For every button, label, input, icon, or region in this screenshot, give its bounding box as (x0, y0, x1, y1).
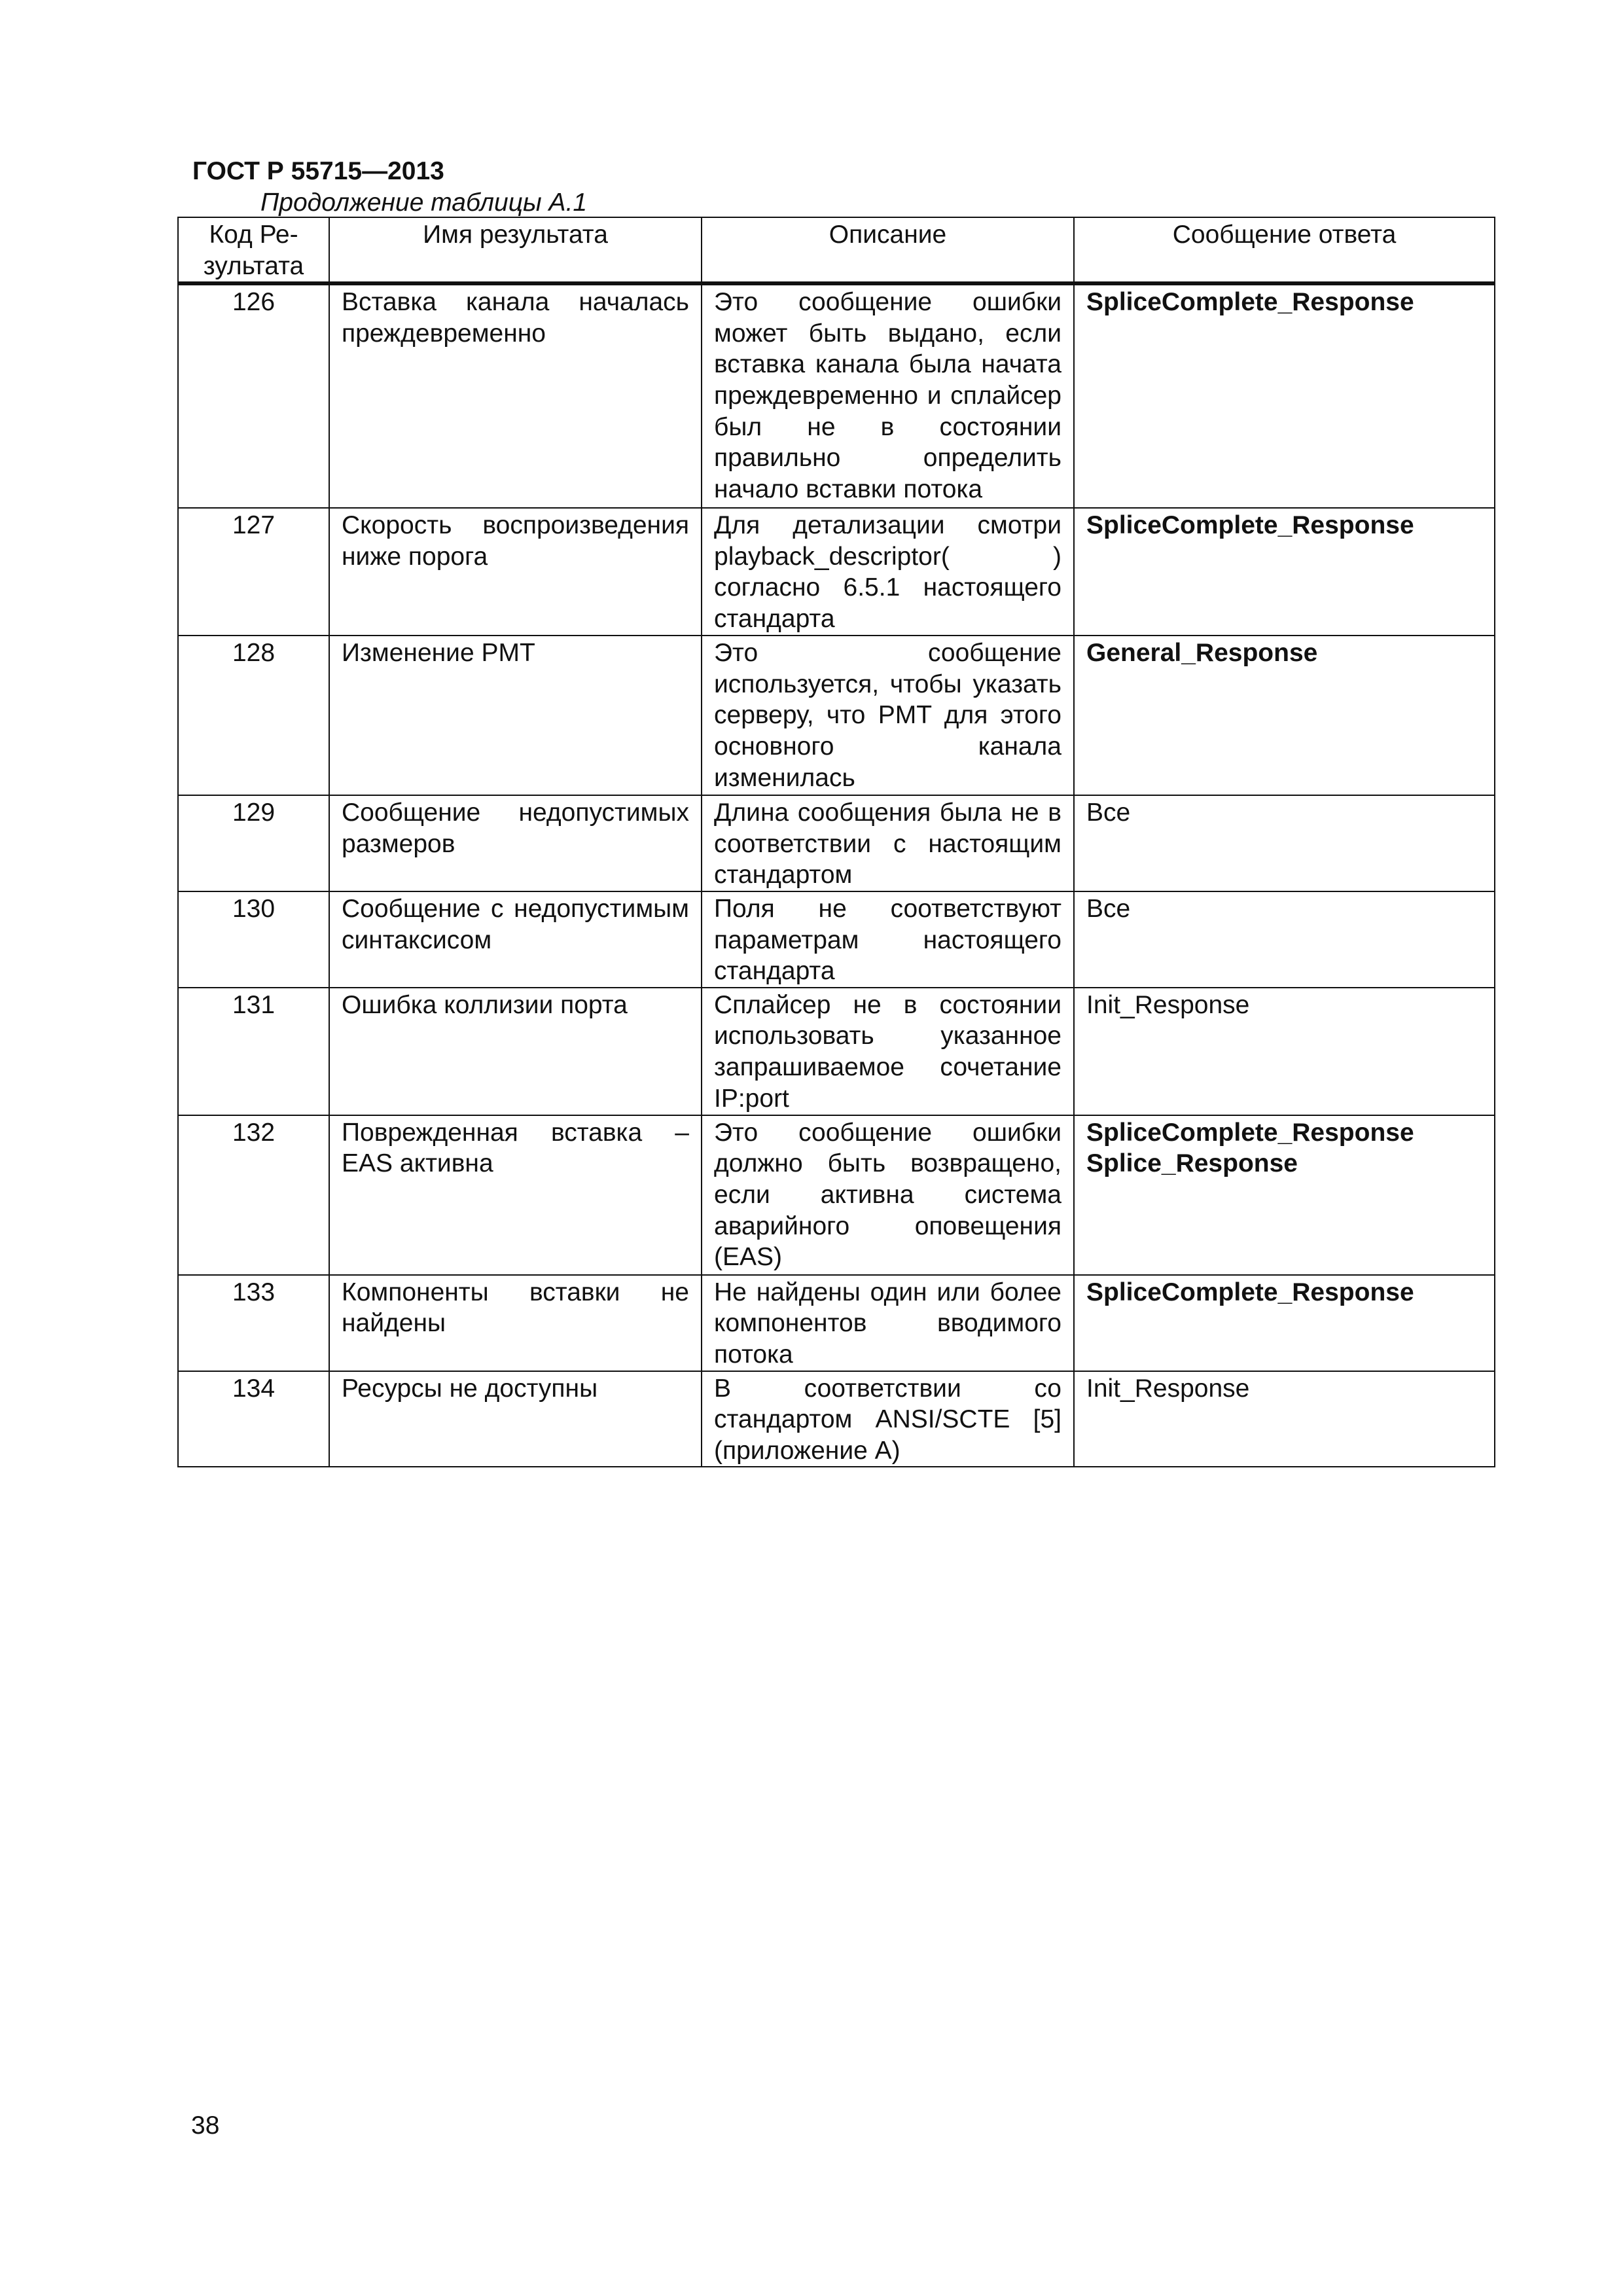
table-row (178, 283, 1495, 508)
table-row (178, 891, 1495, 988)
response-message: Init_Response (1086, 990, 1250, 1019)
result-code-cell: 130 (178, 891, 329, 988)
response-message: SpliceComplete_Response (1086, 1278, 1414, 1306)
result-name-cell: Ресурсы не доступны (329, 1371, 702, 1467)
result-name-cell: Компоненты вставки не найдены (329, 1275, 702, 1371)
response-message: Splice_Response (1086, 1149, 1298, 1178)
response-message: Все (1086, 894, 1131, 923)
result-name-cell: Ошибка коллизии порта (329, 988, 702, 1115)
response-message-cell (1074, 508, 1495, 636)
header-name: Имя результата (329, 217, 702, 283)
response-message-cell (1074, 988, 1495, 1115)
result-code-cell: 132 (178, 1115, 329, 1275)
result-name-cell: Сообщение с недопустимым синтаксисом (329, 891, 702, 988)
response-message-cell (1074, 891, 1495, 988)
response-message: SpliceComplete_Response (1086, 1118, 1414, 1147)
result-code-cell: 134 (178, 1371, 329, 1467)
result-description-cell: Это сообщение ошибки должно быть возвращено, если активна система аварийного оповещения (EAS) (702, 1115, 1074, 1275)
table-header-row (178, 217, 1495, 283)
result-description-cell: В соответствии со стандартом ANSI/SCTE [5] (приложение А) (702, 1371, 1074, 1467)
result-name-cell: Поврежденная вставка – EAS активна (329, 1115, 702, 1275)
response-message-cell (1074, 795, 1495, 891)
result-code-cell: 133 (178, 1275, 329, 1371)
table-row (178, 1371, 1495, 1467)
response-message-cell (1074, 1115, 1495, 1275)
table-row (178, 1115, 1495, 1275)
page-number: 38 (191, 2111, 220, 2140)
result-description-cell: Это сообщение используется, чтобы указать серверу, что PMT для этого основного канала изменилась (702, 636, 1074, 795)
header-description: Описание (702, 217, 1074, 283)
header-code: Код Ре-зультата (178, 217, 329, 283)
result-name-cell: Вставка канала началась преждевременно (329, 283, 702, 508)
result-code-cell: 127 (178, 508, 329, 636)
result-description-cell: Поля не соответствуют параметрам настоящего стандарта (702, 891, 1074, 988)
result-description-cell: Длина сообщения была не в соответствии с настоящим стандартом (702, 795, 1074, 891)
result-code-cell: 129 (178, 795, 329, 891)
response-message-cell (1074, 636, 1495, 795)
result-code-cell: 126 (178, 283, 329, 508)
header-response: Сообщение ответа (1074, 217, 1495, 283)
result-code-cell: 131 (178, 988, 329, 1115)
response-message-cell (1074, 1275, 1495, 1371)
table-body (178, 283, 1495, 1467)
response-message-cell (1074, 283, 1495, 508)
table-row (178, 1275, 1495, 1371)
table-row (178, 988, 1495, 1115)
document-header: ГОСТ Р 55715—2013 (192, 157, 444, 185)
result-description-cell: Это сообщение ошибки может быть выдано, если вставка канала была начата преждевременно и сплайсер был не в состоянии правильно определить начало вставки потока (702, 283, 1074, 508)
result-name-cell: Сообщение недопустимых размеров (329, 795, 702, 891)
response-message: General_Response (1086, 639, 1318, 668)
table-row (178, 795, 1495, 891)
table-caption: Продолжение таблицы А.1 (260, 188, 588, 217)
result-description-cell: Не найдены один или более компонентов вводимого потока (702, 1275, 1074, 1371)
result-description-cell: Для детализации смотри playback_descriptor( ) согласно 6.5.1 настоящего стандарта (702, 508, 1074, 636)
table-row (178, 508, 1495, 636)
results-table (177, 217, 1495, 1467)
response-message: Все (1086, 798, 1131, 827)
result-name-cell: Скорость воспроизведения ниже порога (329, 508, 702, 636)
response-message-cell (1074, 1371, 1495, 1467)
result-name-cell: Изменение PMT (329, 636, 702, 795)
result-code-cell: 128 (178, 636, 329, 795)
result-description-cell: Сплайсер не в состоянии использовать указанное запрашиваемое сочетание IP:port (702, 988, 1074, 1115)
response-message: SpliceComplete_Response (1086, 288, 1414, 317)
response-message: Init_Response (1086, 1374, 1250, 1403)
table-row (178, 636, 1495, 795)
response-message: SpliceComplete_Response (1086, 511, 1414, 540)
